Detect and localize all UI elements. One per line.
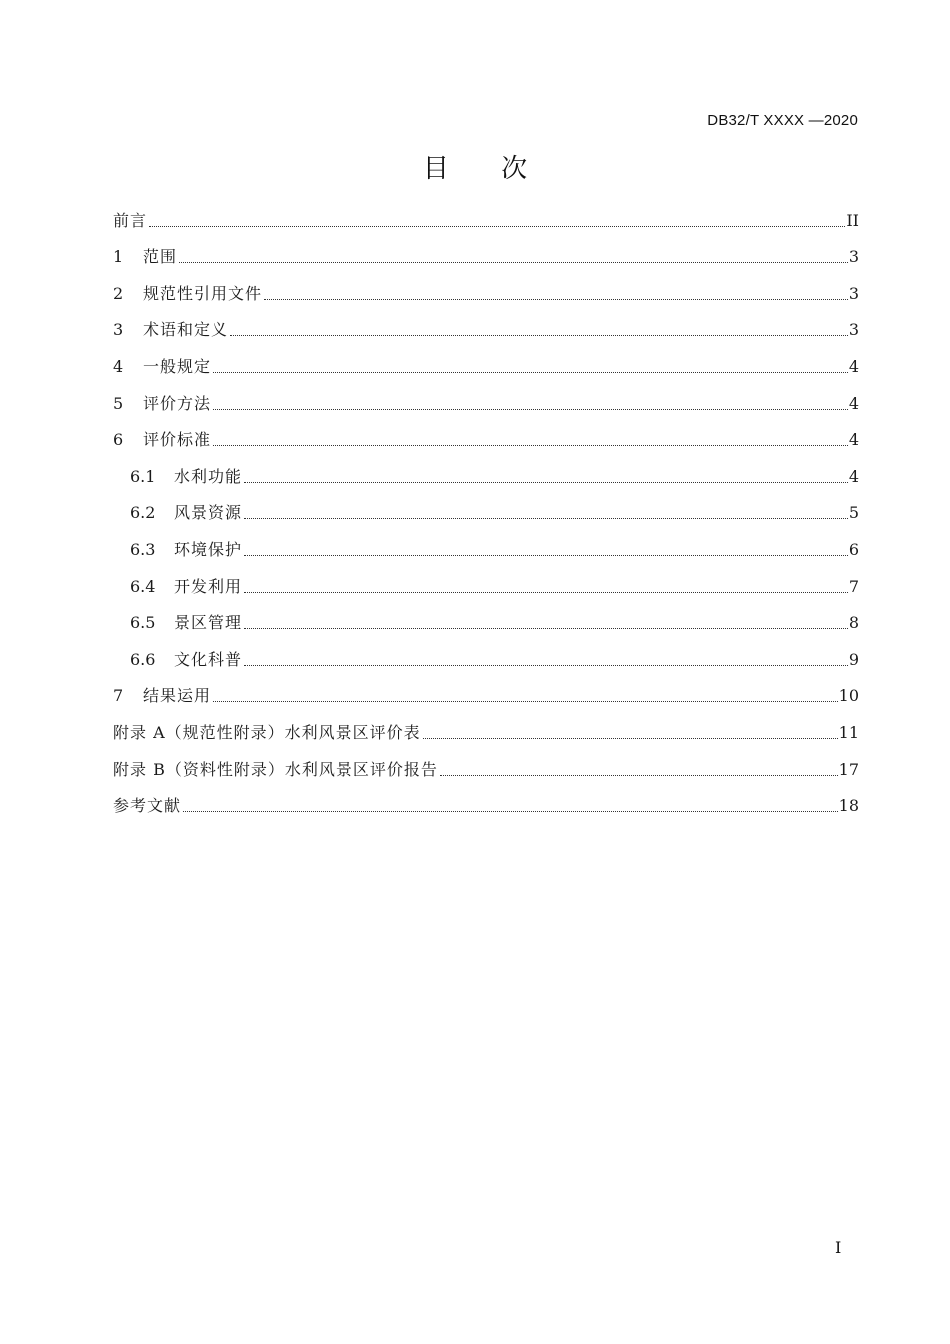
toc-entry-page: 5	[848, 503, 859, 523]
toc-entry[interactable]	[113, 487, 859, 524]
toc-entry-title: 术语和定义	[143, 320, 229, 340]
toc-entry-page: 3	[848, 320, 859, 340]
toc-dot-leader	[244, 616, 848, 629]
toc-dot-leader	[149, 214, 845, 227]
toc-entry[interactable]	[113, 523, 859, 560]
toc-dot-leader	[244, 506, 848, 519]
toc-entry-number: 6.3	[130, 539, 156, 559]
toc-entry-number: 6.1	[130, 466, 156, 486]
toc-entry-number: 1	[113, 247, 124, 267]
document-code: DB32/T XXXX —2020	[707, 112, 858, 129]
toc-dot-leader	[244, 543, 848, 556]
toc-entry[interactable]	[113, 560, 859, 597]
page-number: I	[835, 1238, 842, 1257]
toc-entry[interactable]	[113, 597, 859, 634]
toc-entry[interactable]	[113, 304, 859, 341]
toc-entry-title: 文化科普	[174, 649, 243, 669]
toc-entry-number: 6.5	[130, 613, 156, 633]
toc-dot-leader	[264, 287, 848, 300]
toc-entry-title: 开发利用	[174, 576, 243, 596]
toc-entry[interactable]	[113, 340, 859, 377]
toc-dot-leader	[213, 360, 848, 373]
page-title: 目 次	[422, 154, 550, 184]
toc-entry[interactable]	[113, 633, 859, 670]
toc-dot-leader	[230, 323, 848, 336]
toc-entry[interactable]	[113, 231, 859, 268]
toc-entry-page: 4	[848, 430, 859, 450]
toc-dot-leader	[244, 580, 848, 593]
toc-entry-title: 一般规定	[143, 356, 212, 376]
toc-entry-page: II	[846, 210, 859, 230]
toc-entry-title: 水利功能	[174, 466, 243, 486]
toc-entry-number: 3	[113, 320, 124, 340]
toc-entry-number: 6.6	[130, 649, 156, 669]
toc-entry-number: 6.2	[130, 503, 156, 523]
toc-entry-number: 7	[113, 686, 124, 706]
toc-entry-title: 范围	[143, 247, 178, 267]
toc-entry-page: 3	[848, 247, 859, 267]
toc-entry[interactable]	[113, 194, 859, 231]
toc-entry-page: 4	[848, 356, 859, 376]
toc-entry-page: 18	[838, 796, 859, 816]
toc-entry-page: 9	[848, 649, 859, 669]
toc-entry-number: 6.4	[130, 576, 156, 596]
toc-entry-title: 景区管理	[174, 613, 243, 633]
toc-entry-title: 前言	[113, 210, 148, 230]
toc-entry[interactable]	[113, 706, 859, 743]
toc-dot-leader	[423, 726, 838, 739]
toc-entry-title: 评价方法	[143, 393, 212, 413]
table-of-contents	[113, 194, 859, 816]
toc-entry-number: 2	[113, 283, 124, 303]
toc-entry-page: 3	[848, 283, 859, 303]
toc-dot-leader	[244, 653, 848, 666]
toc-entry-number: 5	[113, 393, 124, 413]
toc-entry-number: 6	[113, 430, 124, 450]
toc-dot-leader	[213, 397, 848, 410]
toc-entry-title: 环境保护	[174, 539, 243, 559]
toc-entry[interactable]	[113, 670, 859, 707]
toc-entry-title: 附录 B（资料性附录）水利风景区评价报告	[113, 759, 438, 779]
toc-entry[interactable]	[113, 450, 859, 487]
toc-entry[interactable]	[113, 780, 859, 817]
toc-entry-title: 参考文献	[113, 796, 182, 816]
toc-dot-leader	[213, 433, 848, 446]
toc-entry[interactable]	[113, 377, 859, 414]
toc-entry[interactable]	[113, 267, 859, 304]
toc-entry-number: 4	[113, 356, 124, 376]
toc-entry-title: 风景资源	[174, 503, 243, 523]
toc-entry-title: 结果运用	[143, 686, 212, 706]
toc-entry-page: 7	[848, 576, 859, 596]
toc-dot-leader	[183, 799, 838, 812]
toc-entry-page: 8	[848, 613, 859, 633]
toc-entry-page: 10	[838, 686, 859, 706]
toc-dot-leader	[179, 250, 848, 263]
toc-entry-title: 规范性引用文件	[143, 283, 263, 303]
toc-dot-leader	[213, 689, 838, 702]
toc-dot-leader	[440, 763, 838, 776]
toc-entry[interactable]	[113, 414, 859, 451]
toc-entry-page: 4	[848, 466, 859, 486]
toc-entry-page: 17	[838, 759, 859, 779]
toc-entry-page: 11	[838, 722, 859, 742]
toc-entry-title: 评价标准	[143, 430, 212, 450]
toc-entry[interactable]	[113, 743, 859, 780]
toc-entry-page: 6	[848, 539, 859, 559]
toc-entry-title: 附录 A（规范性附录）水利风景区评价表	[113, 722, 421, 742]
toc-dot-leader	[244, 470, 848, 483]
toc-entry-page: 4	[848, 393, 859, 413]
